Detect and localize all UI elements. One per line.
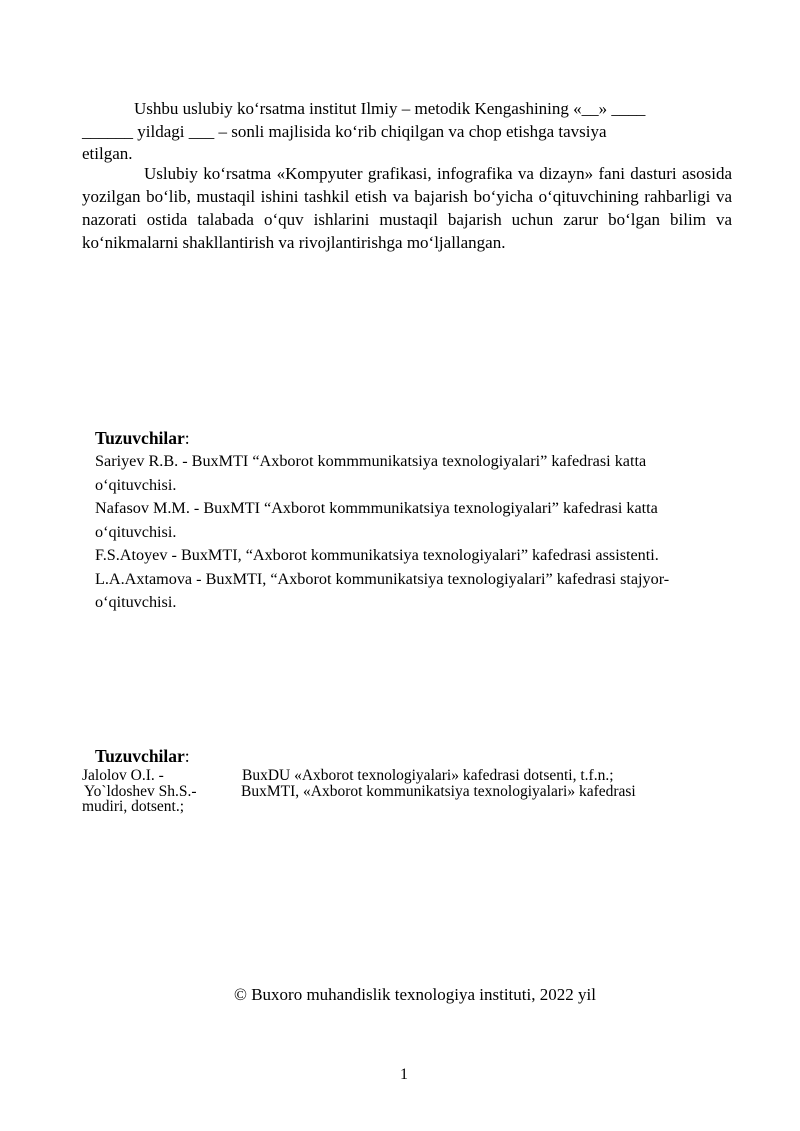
reviewers-list bbox=[82, 768, 722, 815]
annotation-text: Uslubiy ko‘rsatma «Kompyuter grafikasi, infografika va dizayn» fani dasturi asosida yozilgan bo‘lib, mustaqil ishini tashkil etish va bajarish bo‘yicha o‘qituvchining rahbarligi va nazorati ostida talabada o‘quv ishlarini mustaqil bajarish uchun zarur bo‘lgan bilim va ko‘nikmalarni shakllantirish va rivojlantirishga mo‘ljallangan. bbox=[82, 164, 732, 252]
author-entry: F.S.Atoyev - BuxMTI, “Axborot kommunikatsiya texnologiyalari” kafedrasi assistenti. bbox=[95, 546, 659, 564]
author-entry: Sariyev R.B. - BuxMTI “Axborot kommmunikatsiya texnologiyalari” kafedrasi katta o‘qituvchisi. bbox=[95, 452, 647, 494]
reviewer-name: Yo`ldoshev Sh.S.- bbox=[84, 782, 197, 800]
reviewer-continuation: mudiri, dotsent.; bbox=[82, 798, 185, 815]
approval-statement bbox=[82, 98, 732, 166]
author-entry: L.A.Axtamova - BuxMTI, “Axborot kommunikatsiya texnologiyalari” kafedrasi stajyor- o‘qituvchisi. bbox=[95, 569, 670, 611]
approval-line-1: Ushbu uslubiy ko‘rsatma institut Ilmiy – metodik Kengashining «__» ____ bbox=[134, 99, 646, 118]
reviewer-entry bbox=[82, 768, 722, 784]
page-number: 1 bbox=[400, 1066, 408, 1083]
copyright-line: © Buxoro muhandislik texnologiya instituti, 2022 yil bbox=[234, 985, 596, 1004]
approval-line-3: etilgan. bbox=[82, 144, 133, 163]
reviewer-desc: BuxDU «Axborot texnologiyalari» kafedrasi dotsenti, t.f.n.; bbox=[242, 767, 614, 784]
authors-list bbox=[95, 450, 735, 615]
reviewer-name: Jalolov O.I. - bbox=[82, 767, 164, 784]
reviewers-heading: Tuzuvchilar: bbox=[95, 746, 190, 766]
annotation-paragraph bbox=[82, 162, 732, 254]
authors-heading: Tuzuvchilar: bbox=[95, 428, 190, 448]
approval-line-2: ______ yildagi ___ – sonli majlisida ko‘rib chiqilgan va chop etishga tavsiya bbox=[82, 121, 607, 141]
reviewer-entry bbox=[82, 784, 722, 800]
reviewer-desc: BuxMTI, «Axborot kommunikatsiya texnologiyalari» kafedrasi bbox=[241, 782, 636, 800]
author-entry: Nafasov M.M. - BuxMTI “Axborot kommmunikatsiya texnologiyalari” kafedrasi katta o‘qituvchisi. bbox=[95, 499, 658, 541]
